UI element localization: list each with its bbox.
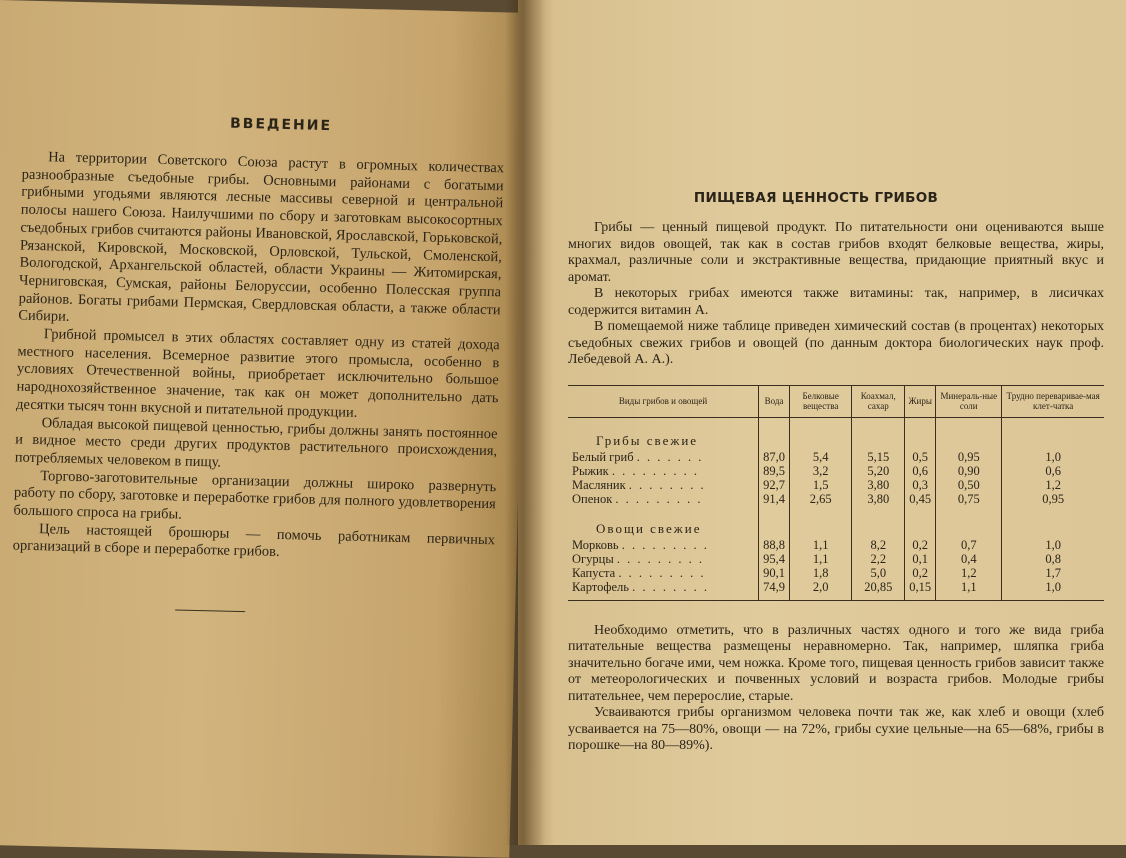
table-cell: 0,2 [905, 538, 936, 552]
left-paragraph: Грибной промысел в этих областях составляет одну из статей дохода местного населения. Всемерное развитие этого промысла, особенно в условиях Отечественной войны, приобретает исключительно большое народнохозяйственное значение, так как он может дополнительно дать десятки тысяч тонн вкусной и питательной продукции. [15, 326, 500, 421]
table-cell: 1,1 [790, 538, 852, 552]
row-name: Опенок [572, 491, 613, 506]
table-cell: 5,4 [790, 450, 852, 464]
right-paragraph: Необходимо отметить, что в различных частях одного и того же вида гриба питательные вещества размещены неравномерно. Так, например, шляпка гриба значительно богаче ими, чем ножка. Кроме того, пищевая ценность грибов зависит также от метеорологических и почвенных условий и возраста грибов. Молодые грибы питательнее, чем перерослие, старые. [568, 622, 1104, 704]
table-cell: 1,0 [1002, 450, 1104, 464]
nutrition-table [568, 385, 1104, 601]
table-row [568, 478, 1104, 492]
right-page-title: ПИЩЕВАЯ ЦЕННОСТЬ ГРИБОВ [693, 190, 939, 206]
row-leader-dots: . . . . . . . . [628, 477, 706, 492]
book-gutter [505, 0, 545, 845]
section-divider [175, 610, 245, 613]
table-cell: 8,2 [852, 538, 905, 552]
row-name: Рыжик [572, 463, 609, 478]
row-name: Морковь [572, 537, 619, 552]
table-header-cell: Коахмал, сахар [852, 385, 905, 417]
row-leader-dots: . . . . . . . . . [615, 491, 703, 506]
table-cell: 89,5 [759, 464, 790, 478]
table-cell: 1,1 [790, 552, 852, 566]
table-cell: 91,4 [759, 492, 790, 506]
empty-cell [1002, 417, 1104, 450]
table-header-cell: Белковые вещества [790, 385, 852, 417]
table-cell: 0,95 [1002, 492, 1104, 506]
table-row [568, 464, 1104, 478]
table-cell: 5,15 [852, 450, 905, 464]
table-cell: 0,95 [936, 450, 1002, 464]
table-row [568, 450, 1104, 464]
row-name: Белый гриб [572, 449, 634, 464]
empty-cell [759, 506, 790, 538]
empty-cell [905, 506, 936, 538]
row-name: Картофель [572, 579, 629, 594]
left-page [0, 0, 530, 858]
table-cell: 3,2 [790, 464, 852, 478]
empty-cell [852, 417, 905, 450]
row-leader-dots: . . . . . . . . . [616, 551, 704, 566]
table-cell: 88,8 [759, 538, 790, 552]
table-group-row [568, 506, 1104, 538]
table-cell: 3,80 [852, 478, 905, 492]
row-leader-dots: . . . . . . . . . [611, 463, 699, 478]
table-row [568, 492, 1104, 506]
table-cell: 2,65 [790, 492, 852, 506]
table-header-row [568, 385, 1104, 417]
row-leader-dots: . . . . . . . . . [618, 565, 706, 580]
table-cell: 0,50 [936, 478, 1002, 492]
empty-cell [852, 506, 905, 538]
table-header-cell: Трудно переваривае-мая клет-чатка [1002, 385, 1104, 417]
table-cell: 1,0 [1002, 580, 1104, 601]
row-leader-dots: . . . . . . . [636, 449, 704, 464]
right-paragraph: Усваиваются грибы организмом человека почти так же, как хлеб и овощи (хлеб усваивается на 75—80%, овощи — на 72%, грибы сухие цельные—на 65—68%, грибы в порошке—на 80—89%). [568, 705, 1104, 753]
table-cell: 95,4 [759, 552, 790, 566]
right-paragraph: Грибы — ценный пищевой продукт. По питательности они оцениваются выше многих видов овощей, так как в состав грибов входят белковые вещества, жиры, крахмал, различные соли и экстрактивные вещества, придающие приятный вкус и аромат. [568, 220, 1104, 285]
left-paragraph: Цель настоящей брошюры — помочь работникам первичных организаций в сборе и переработке грибов. [12, 520, 496, 561]
table-cell: 0,2 [905, 566, 936, 580]
left-paragraph: Торгово-заготовительные организации должны широко развернуть работу по сбору, заготовке и переработке грибов для полного удовлетворения большого спроса на грибы. [13, 467, 497, 523]
table-group [568, 417, 1104, 506]
table-cell: 0,45 [905, 492, 936, 506]
table-header-cell: Вода [759, 385, 790, 417]
left-paragraph: Обладая высокой пищевой ценностью, грибы должны занять постоянное и видное место среди других продуктов растительного происхождения, потребляемых человеком в пищу. [14, 414, 498, 471]
table-cell: 20,85 [852, 580, 905, 601]
table-cell: 87,0 [759, 450, 790, 464]
table-cell: 1,0 [1002, 538, 1104, 552]
table-row [568, 538, 1104, 552]
table-cell: 0,7 [936, 538, 1002, 552]
table-cell: 0,5 [905, 450, 936, 464]
row-leader-dots: . . . . . . . . [632, 579, 709, 594]
row-label [568, 450, 759, 464]
row-label [568, 552, 759, 566]
table-cell: 1,5 [790, 478, 852, 492]
right-paragraph: В некоторых грибах имеются также витамины: так, например, в лисичках содержится витамин А. [568, 286, 1104, 318]
table-cell: 3,80 [852, 492, 905, 506]
table-cell: 0,6 [905, 464, 936, 478]
table-cell: 1,7 [1002, 566, 1104, 580]
empty-cell [1002, 506, 1104, 538]
table-group [568, 506, 1104, 601]
right-page [518, 0, 1126, 845]
table-row [568, 552, 1104, 566]
row-label [568, 492, 759, 506]
table-cell: 1,8 [790, 566, 852, 580]
table-cell: 5,20 [852, 464, 905, 478]
table-cell: 2,2 [852, 552, 905, 566]
table-header-cell: Виды грибов и овощей [568, 385, 759, 417]
row-label [568, 566, 759, 580]
table-header-cell: Жиры [905, 385, 936, 417]
table-header-cell: Минераль-ные соли [936, 385, 1002, 417]
table-cell: 0,6 [1002, 464, 1104, 478]
table-cell: 0,90 [936, 464, 1002, 478]
table-cell: 92,7 [759, 478, 790, 492]
table-cell: 1,2 [1002, 478, 1104, 492]
row-name: Масляник [572, 477, 626, 492]
table-cell: 0,3 [905, 478, 936, 492]
empty-cell [905, 417, 936, 450]
table-cell: 1,1 [936, 580, 1002, 601]
group-label: Овощи свежие [596, 520, 702, 536]
table-group-row [568, 417, 1104, 450]
empty-cell [936, 417, 1002, 450]
table-cell: 0,4 [936, 552, 1002, 566]
row-label [568, 580, 759, 601]
table-cell: 0,15 [905, 580, 936, 601]
table-cell: 0,75 [936, 492, 1002, 506]
left-page-title: ВВЕДЕНИЕ [229, 115, 333, 135]
group-label: Грибы свежие [596, 432, 699, 448]
table-cell: 90,1 [759, 566, 790, 580]
table-cell: 0,8 [1002, 552, 1104, 566]
row-name: Огурцы [572, 551, 614, 566]
table-cell: 2,0 [790, 580, 852, 601]
row-leader-dots: . . . . . . . . . [621, 537, 709, 552]
table-row [568, 566, 1104, 580]
row-name: Капуста [572, 565, 616, 580]
row-label [568, 538, 759, 552]
table-cell: 5,0 [852, 566, 905, 580]
table-cell: 74,9 [759, 580, 790, 601]
table-row [568, 580, 1104, 601]
table-cell: 0,1 [905, 552, 936, 566]
empty-cell [790, 417, 852, 450]
left-paragraph: На территории Советского Союза растут в огромных количествах разнообразные съедобные грибы. Основными районами с богатыми грибными угодьями являются лесные массивы северной и центральной полосы нашего Союза. Наилучшими по сбору и заготовкам высокосортных съедобных грибов считаются районы Ивановской, Ярославской, Горьковской, Рязанской, Кировской, Московской, Орловской, Тульской, Смоленской, Вологодской, Архангельской областей, области Украины — Житомирская, Черниговская, Сумская, районы Белоруссии, особенно Полесская группа районов. Богаты грибами Пермская, Свердловская области, а также области Сибири. [18, 149, 505, 326]
row-label [568, 478, 759, 492]
right-paragraph: В помещаемой ниже таблице приведен химический состав (в процентах) некоторых съедобных свежих грибов и овощей (по данным доктора биологических наук проф. Лебедевой А. А.). [568, 319, 1104, 367]
empty-cell [759, 417, 790, 450]
empty-cell [936, 506, 1002, 538]
empty-cell [790, 506, 852, 538]
row-label [568, 464, 759, 478]
table-cell: 1,2 [936, 566, 1002, 580]
